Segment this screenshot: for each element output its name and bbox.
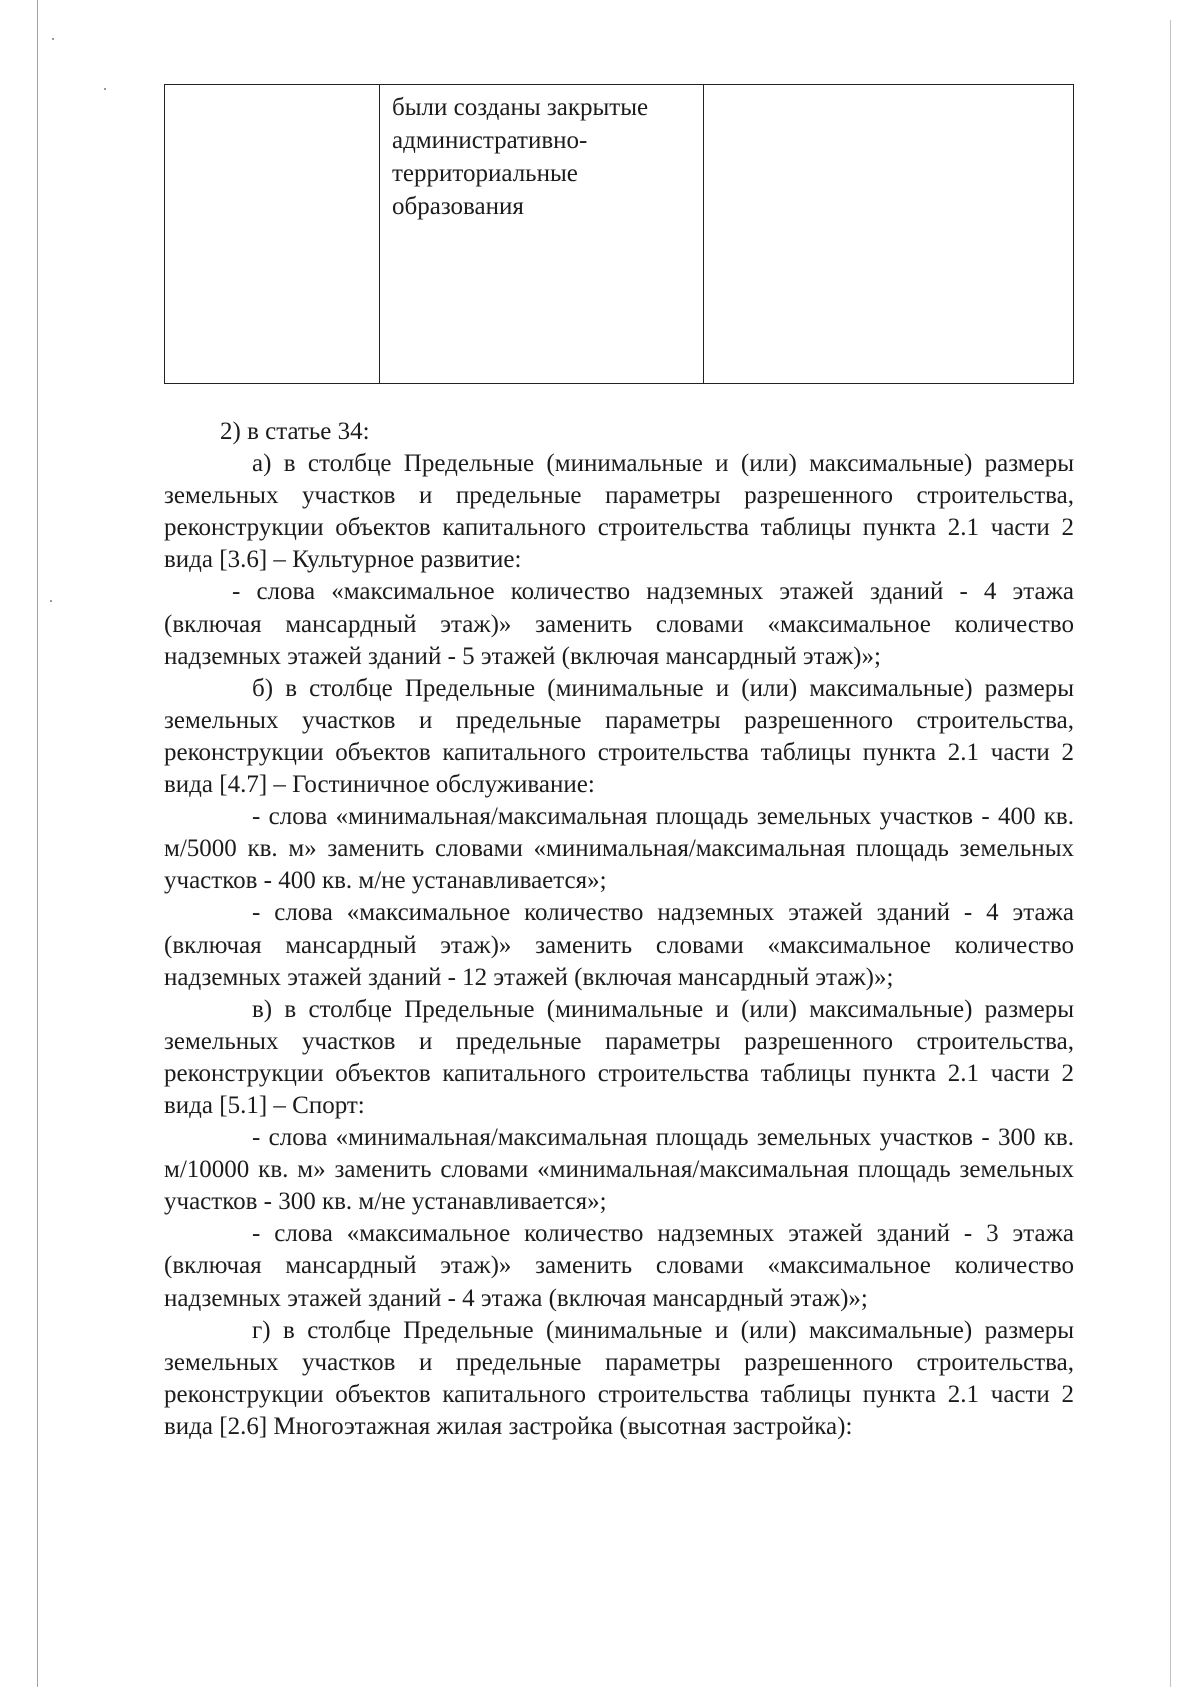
paragraph-replacement: - слова «минимальная/максимальная площадь земельных участков - 400 кв. м/5000 кв. м» заменить словами «минимальная/максимальная площадь земельных участков - 400 кв. м/не устанавливается»; <box>164 803 1074 895</box>
scan-speck <box>52 38 54 40</box>
paragraph-article-34: 2) в статье 34: <box>220 418 370 445</box>
paragraph-item-g: г) в столбце Предельные (минимальные и (или) максимальные) размеры земельных участков и предельные параметры разрешенного строительства, реконструкции объектов капитального строительства таблицы пункта 2.1 части 2 вида [2.6] Многоэтажная жилая застройка (высотная застройка): <box>164 1316 1074 1440</box>
scan-edge-right <box>1170 20 1171 1687</box>
continuation-table <box>164 84 1074 384</box>
cell-line: территориальные <box>392 160 578 187</box>
paragraph-replacement: - слова «максимальное количество надземных этажей зданий - 3 этажа (включая мансардный этаж)» заменить словами «максимальное количество надземных этажей зданий - 4 этажа (включая мансардный этаж)»; <box>164 1220 1074 1312</box>
cell-line: образования <box>392 193 524 220</box>
table-cell-empty-left <box>165 85 380 384</box>
amendment-text <box>164 416 1074 1443</box>
paragraph-item-b: б) в столбце Предельные (минимальные и (или) максимальные) размеры земельных участков и предельные параметры разрешенного строительства, реконструкции объектов капитального строительства таблицы пункта 2.1 части 2 вида [4.7] – Гостиничное обслуживание: <box>164 674 1074 799</box>
paragraph-replacement: - слова «максимальное количество надземных этажей зданий - 4 этажа (включая мансардный этаж)» заменить словами «максимальное количество надземных этажей зданий - 5 этажей (включая мансардный этаж)»; <box>164 578 1074 670</box>
table-cell-empty-right <box>704 85 1074 384</box>
paragraph-replacement: - слова «минимальная/максимальная площадь земельных участков - 300 кв. м/10000 кв. м» заменить словами «минимальная/максимальная площадь земельных участков - 300 кв. м/не устанавливается»; <box>164 1124 1074 1216</box>
cell-line: административно- <box>392 127 588 154</box>
table-row <box>165 85 1074 384</box>
cell-line: были созданы закрытые <box>392 94 649 121</box>
paragraph-item-a: а) в столбце Предельные (минимальные и (или) максимальные) размеры земельных участков и предельные параметры разрешенного строительства, реконструкции объектов капитального строительства таблицы пункта 2.1 части 2 вида [3.6] – Культурное развитие: <box>164 450 1074 574</box>
scan-edge-left <box>37 0 38 1687</box>
table-cell-description <box>380 85 704 384</box>
scan-speck <box>104 88 106 90</box>
paragraph-replacement: - слова «максимальное количество надземных этажей зданий - 4 этажа (включая мансардный этаж)» заменить словами «максимальное количество надземных этажей зданий - 12 этажей (включая мансардный этаж)»; <box>164 899 1074 991</box>
paragraph-item-v: в) в столбце Предельные (минимальные и (или) максимальные) размеры земельных участков и предельные параметры разрешенного строительства, реконструкции объектов капитального строительства таблицы пункта 2.1 части 2 вида [5.1] – Спорт: <box>164 995 1074 1119</box>
scan-speck <box>50 600 52 602</box>
cell-text <box>380 85 703 223</box>
